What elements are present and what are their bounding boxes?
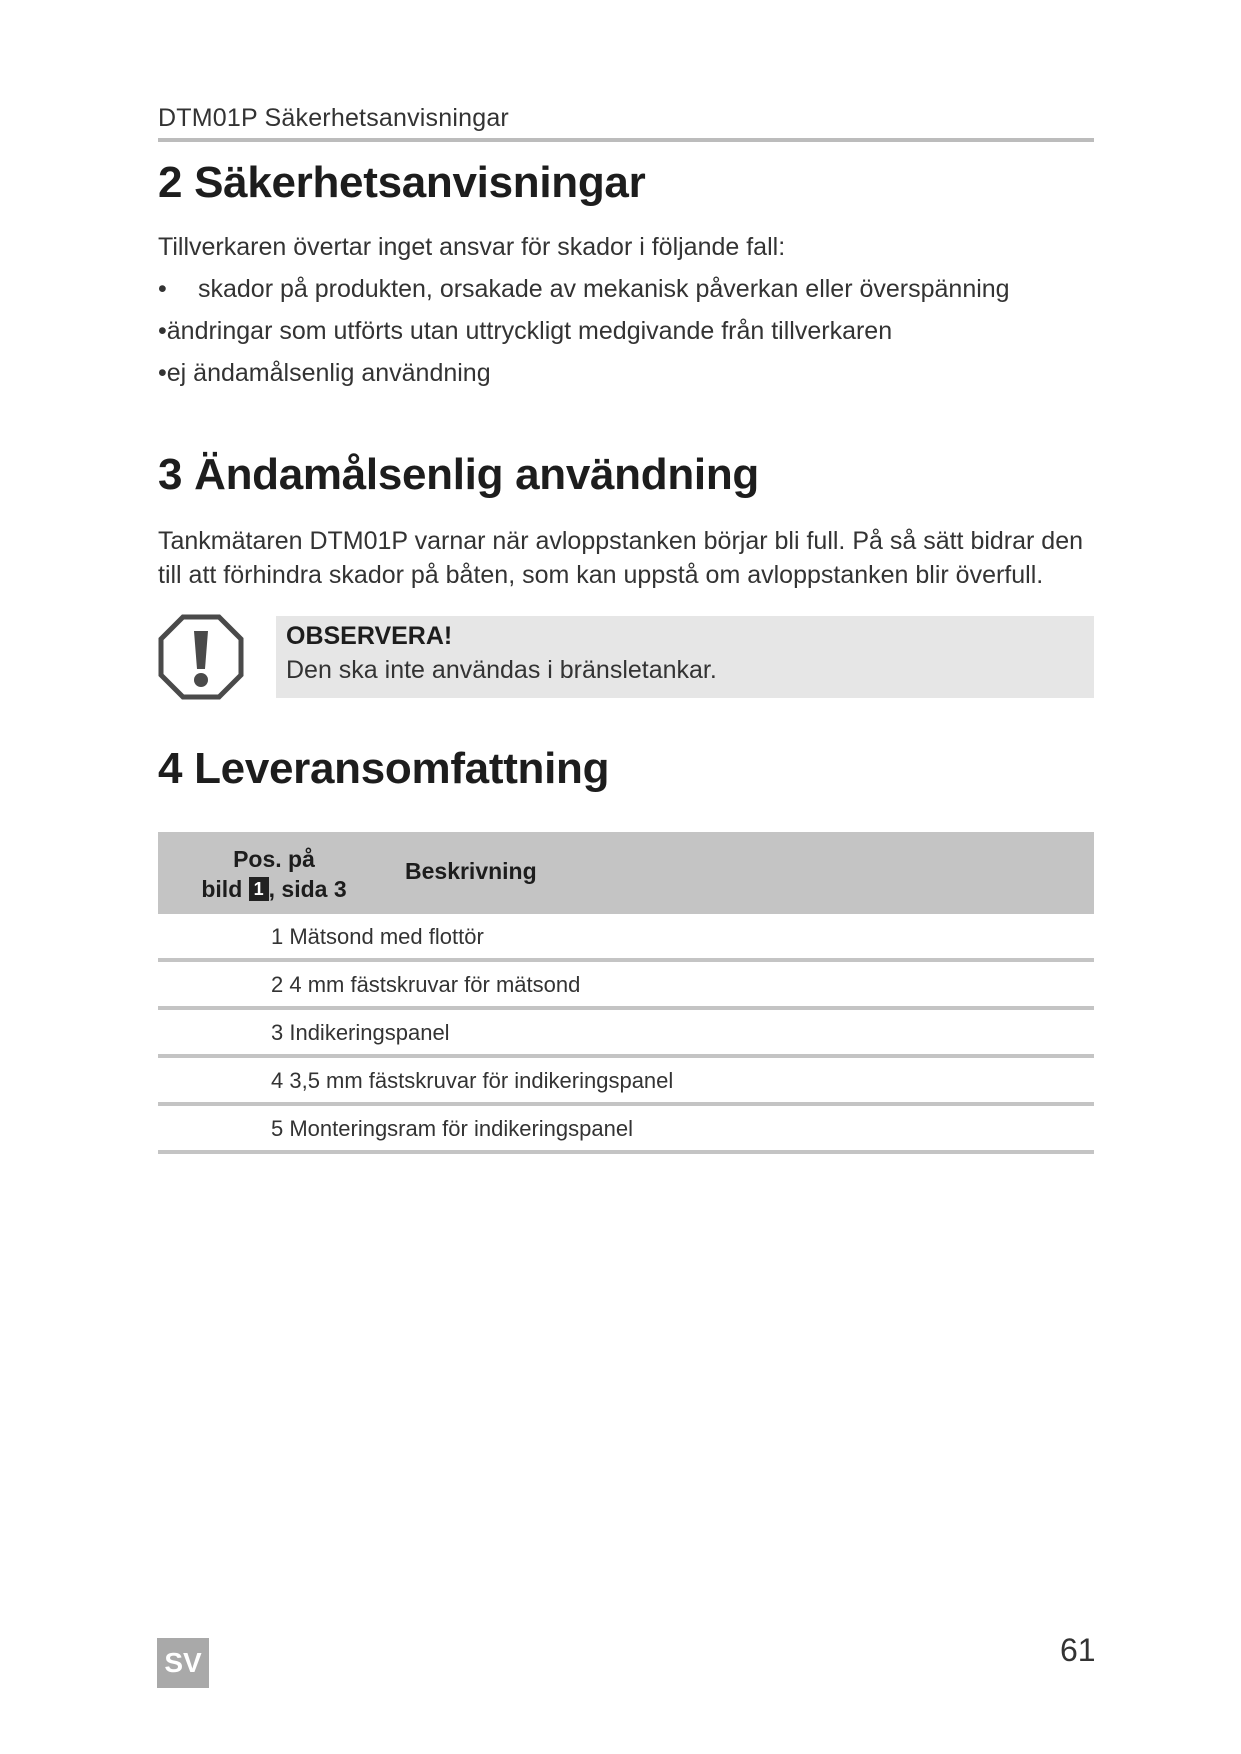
table-row: 5 Monteringsram för indikeringspanel (158, 1106, 1094, 1154)
bullet-item: •ändringar som utförts utan uttryckligt medgivande från tillverkaren (158, 317, 893, 345)
bullet-icon: • (158, 275, 167, 303)
notice-text: Den ska inte användas i bränsletankar. (286, 656, 717, 684)
bullet-icon: • (158, 359, 167, 387)
section-2-heading: 2 Säkerhetsanvisningar (158, 158, 646, 207)
running-header: DTM01P Säkerhetsanvisningar (158, 104, 509, 132)
header-divider (158, 138, 1094, 142)
column-header-position: Pos. på bild 1 , sida 3 (201, 846, 347, 902)
column-header-description: Beskrivning (405, 858, 537, 884)
table-row: 1 Mätsond med flottör (158, 914, 1094, 962)
warning-exclamation-icon (158, 614, 244, 700)
figure-number-badge: 1 (249, 877, 269, 901)
table-row: 2 4 mm fästskruvar för mätsond (158, 962, 1094, 1010)
page-number: 61 (1060, 1632, 1096, 1668)
section-2-intro: Tillverkaren övertar inget ansvar för skador i följande fall: (158, 233, 786, 261)
notice-title: OBSERVERA! (286, 622, 453, 650)
section-3-heading: 3 Ändamålsenlig användning (158, 450, 759, 499)
bullet-item: •ej ändamålsenlig användning (158, 359, 491, 387)
bullet-item: • skador på produkten, orsakade av mekanisk påverkan eller överspänning (158, 272, 1010, 306)
table-row: 3 Indikeringspanel (158, 1010, 1094, 1058)
language-tag: SV (157, 1638, 209, 1688)
section-4-heading: 4 Leveransomfattning (158, 744, 610, 793)
section-3-text: Tankmätaren DTM01P varnar när avloppstanken börjar bli full. På så sätt bidrar den till att förhindra skador på båten, som kan uppstå om avloppstanken blir överfull. (158, 527, 1084, 589)
table-header (158, 832, 1094, 914)
table-row: 4 3,5 mm fästskruvar för indikeringspanel (158, 1058, 1094, 1106)
notice-box (276, 616, 1094, 698)
scope-of-delivery-table (158, 832, 1094, 1154)
bullet-icon: • (158, 317, 167, 345)
